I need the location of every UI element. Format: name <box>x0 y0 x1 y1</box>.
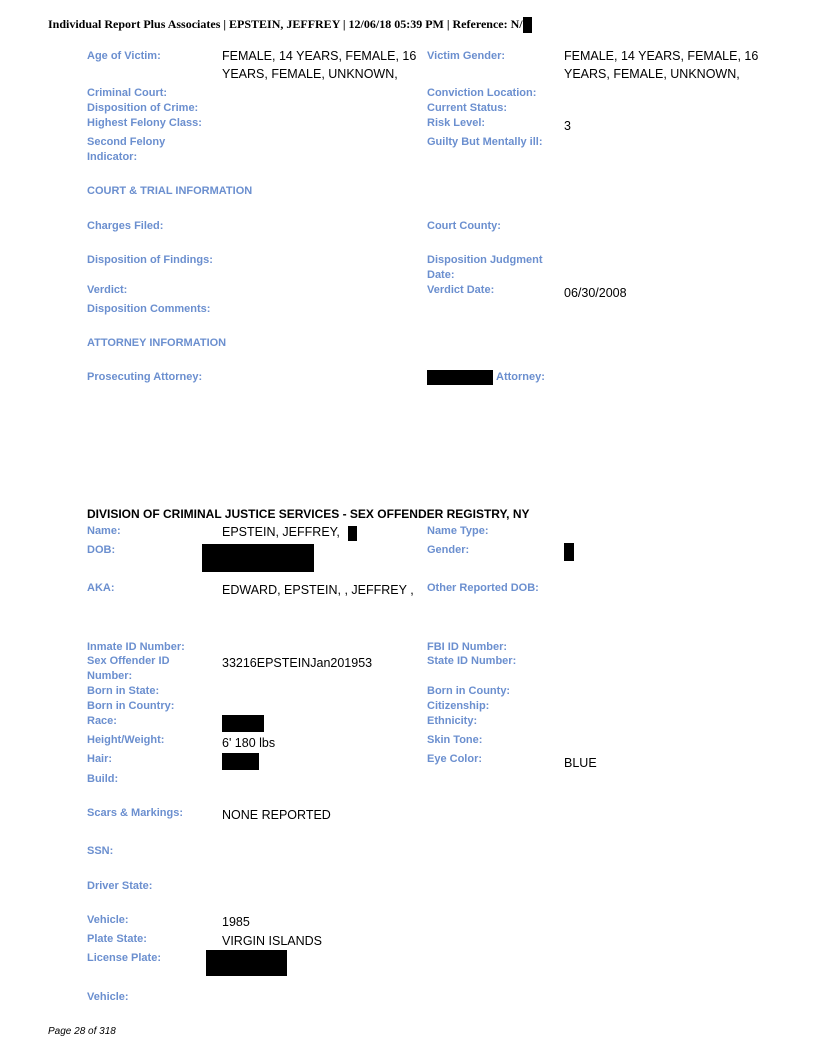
name-value: EPSTEIN, JEFFREY, <box>222 525 340 539</box>
aka-value: EDWARD, EPSTEIN, , JEFFREY , <box>222 583 414 597</box>
second-felony-label-line2: Indicator: <box>87 151 138 163</box>
skin-tone-label: Skin Tone: <box>427 734 483 746</box>
prosecuting-attorney-label: Prosecuting Attorney: <box>87 371 203 383</box>
disposition-of-crime-label: Disposition of Crime: <box>87 102 199 114</box>
vehicle-label: Vehicle: <box>87 914 129 926</box>
risk-level-value: 3 <box>564 119 571 133</box>
page-number: Page 28 of 318 <box>48 1026 116 1037</box>
redaction-bar <box>427 370 493 385</box>
citizenship-label: Citizenship: <box>427 700 490 712</box>
plate-state-value: VIRGIN ISLANDS <box>222 934 323 948</box>
inmate-id-label: Inmate ID Number: <box>87 641 185 653</box>
guilty-mentally-ill-label: Guilty But Mentally ill: <box>427 136 543 148</box>
eye-color-label: Eye Color: <box>427 753 483 765</box>
born-in-county-label: Born in County: <box>427 685 511 697</box>
sex-offender-id-label-line2: Number: <box>87 670 133 682</box>
gender-label: Gender: <box>427 544 470 556</box>
victim-gender-value-line1: FEMALE, 14 YEARS, FEMALE, 16 <box>564 49 759 63</box>
second-felony-label-line1: Second Felony <box>87 136 166 148</box>
hair-label: Hair: <box>87 753 113 765</box>
height-weight-value: 6' 180 lbs <box>222 736 276 750</box>
verdict-date-value: 06/30/2008 <box>564 286 627 300</box>
scars-markings-value: NONE REPORTED <box>222 808 331 822</box>
born-in-state-label: Born in State: <box>87 685 160 697</box>
verdict-date-label: Verdict Date: <box>427 284 495 296</box>
redaction-bar <box>523 17 532 33</box>
redaction-bar <box>564 543 574 561</box>
aka-label: AKA: <box>87 582 115 594</box>
name-label: Name: <box>87 525 121 537</box>
race-label: Race: <box>87 715 117 727</box>
dob-label: DOB: <box>87 544 116 556</box>
driver-state-label: Driver State: <box>87 880 153 892</box>
charges-filed-label: Charges Filed: <box>87 220 164 232</box>
victim-gender-value-line2: YEARS, FEMALE, UNKNOWN, <box>564 67 740 81</box>
state-id-label: State ID Number: <box>427 655 517 667</box>
registry-title: DIVISION OF CRIMINAL JUSTICE SERVICES - SEX OFFENDER REGISTRY, NY <box>87 507 530 521</box>
license-plate-label: License Plate: <box>87 952 161 964</box>
redaction-bar <box>222 715 264 732</box>
redaction-bar <box>206 950 287 976</box>
report-header <box>48 17 532 33</box>
court-county-label: Court County: <box>427 220 501 232</box>
born-in-country-label: Born in Country: <box>87 700 175 712</box>
other-reported-dob-label: Other Reported DOB: <box>427 582 539 594</box>
plate-state-label: Plate State: <box>87 933 147 945</box>
age-of-victim-value-line2: YEARS, FEMALE, UNKNOWN, <box>222 67 398 81</box>
vehicle-value: 1985 <box>222 915 250 929</box>
sex-offender-id-value: 33216EPSTEINJan201953 <box>222 656 373 670</box>
eye-color-value: BLUE <box>564 756 597 770</box>
current-status-label: Current Status: <box>427 102 508 114</box>
name-type-label: Name Type: <box>427 525 489 537</box>
ethnicity-label: Ethnicity: <box>427 715 478 727</box>
report-header-text: Individual Report Plus Associates | EPSTEIN, JEFFREY | 12/06/18 05:39 PM | Reference: N/ <box>48 17 523 31</box>
disposition-comments-label: Disposition Comments: <box>87 303 211 315</box>
age-of-victim-label: Age of Victim: <box>87 50 161 62</box>
fbi-id-label: FBI ID Number: <box>427 641 508 653</box>
disposition-findings-label: Disposition of Findings: <box>87 254 213 266</box>
disposition-judgment-label-line1: Disposition Judgment <box>427 254 543 266</box>
victim-gender-label: Victim Gender: <box>427 50 506 62</box>
risk-level-label: Risk Level: <box>427 117 486 129</box>
ssn-label: SSN: <box>87 845 114 857</box>
disposition-judgment-label-line2: Date: <box>427 269 455 281</box>
criminal-court-label: Criminal Court: <box>87 87 168 99</box>
highest-felony-class-label: Highest Felony Class: <box>87 117 202 129</box>
scars-markings-label: Scars & Markings: <box>87 807 183 819</box>
attorney-section-title: ATTORNEY INFORMATION <box>87 337 227 349</box>
court-trial-section-title: COURT & TRIAL INFORMATION <box>87 185 253 197</box>
redaction-bar <box>202 544 314 572</box>
build-label: Build: <box>87 773 119 785</box>
height-weight-label: Height/Weight: <box>87 734 165 746</box>
redaction-bar <box>222 753 259 770</box>
sex-offender-id-label-line1: Sex Offender ID <box>87 655 170 667</box>
age-of-victim-value-line1: FEMALE, 14 YEARS, FEMALE, 16 <box>222 49 417 63</box>
conviction-location-label: Conviction Location: <box>427 87 537 99</box>
verdict-label: Verdict: <box>87 284 128 296</box>
vehicle-2-label: Vehicle: <box>87 991 129 1003</box>
attorney-label: Attorney: <box>496 371 545 383</box>
redaction-bar <box>348 526 357 541</box>
